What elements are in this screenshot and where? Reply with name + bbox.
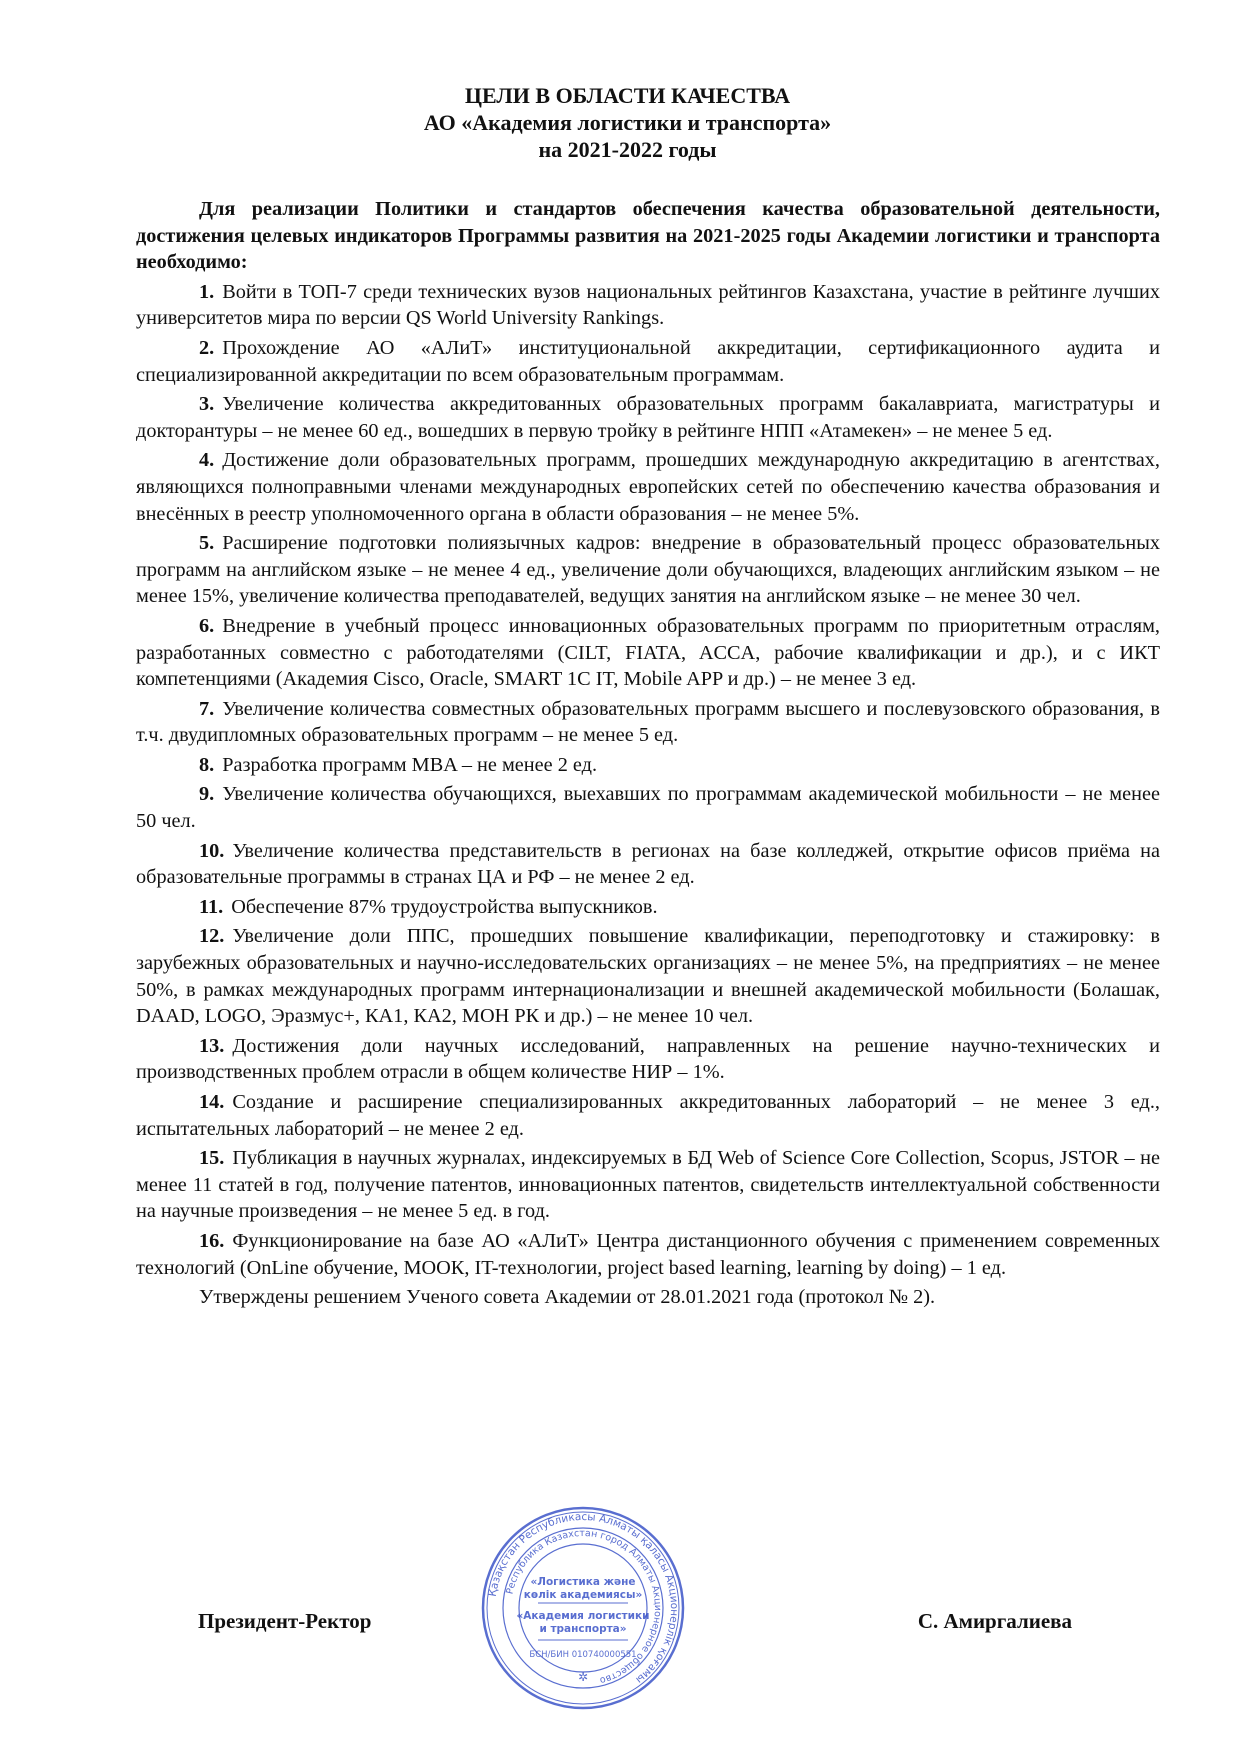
goal-text: Увеличение доли ППС, прошедших повышение квалификации, переподготовку и стажировку: в зарубежных образовательных и научно-исследовательских организациях – не менее 5%, на предприятиях – не менее 50%, в рамках международных программ интернационализации и внешней академической мобильности (Болашак, DAAD, LOGO, Эразмус+, КА1, КА2, МОН РК и др.) – не менее 10 чел. bbox=[136, 925, 1160, 1028]
goal-text: Увеличение количества представительств в регионах на базе колледжей, открытие офисов приёма на образовательные программы в странах ЦА и РФ – не менее 2 ед. bbox=[136, 839, 1160, 889]
goal-text: Увеличение количества совместных образовательных программ высшего и послевузовского образования, в т.ч. двудипломных образовательных программ – не менее 5 ед. bbox=[136, 697, 1160, 747]
goal-number: 10. bbox=[199, 839, 225, 862]
svg-text:Қазақстан Республикасы Алматы: Қазақстан Республикасы Алматы қаласы Акционерлік қоғамы bbox=[486, 1510, 681, 1686]
svg-text:БСН/БИН 010740000551: БСН/БИН 010740000551 bbox=[529, 1650, 637, 1660]
signatory-name: С. Амиргалиева bbox=[917, 1609, 1072, 1633]
goal-number: 1. bbox=[199, 280, 215, 303]
goal-text: Расширение подготовки полиязычных кадров: внедрение в образовательный процесс образовательных программ на английском языке – не менее 4 ед., увеличение доли обучающихся, владеющих английским языком – не менее 15%, увеличение количества преподавателей, ведущих занятия на английском языке – не менее 30 чел. bbox=[136, 532, 1160, 608]
goal-item bbox=[136, 752, 1160, 779]
svg-text:«Академия логистики: «Академия логистики bbox=[516, 1610, 650, 1622]
goal-number: 16. bbox=[199, 1229, 225, 1252]
goal-number: 13. bbox=[199, 1034, 225, 1057]
goal-text: Увеличение количества обучающихся, выехавших по программам академической мобильности – не менее 50 чел. bbox=[136, 783, 1160, 833]
approval-note: Утверждены решением Ученого совета Академии от 28.01.2021 года (протокол № 2). bbox=[199, 1286, 936, 1309]
goal-number: 3. bbox=[199, 393, 215, 416]
goal-number: 12. bbox=[199, 925, 225, 948]
official-stamp bbox=[480, 1505, 686, 1711]
goal-number: 14. bbox=[199, 1091, 225, 1113]
goal-text: Войти в ТОП-7 среди технических вузов национальных рейтингов Казахстана, участие в рейтинге лучших университетов мира по версии QS World University Rankings. bbox=[136, 280, 1160, 330]
goals-list bbox=[136, 279, 1160, 1281]
goal-item bbox=[136, 923, 1160, 1029]
goal-item bbox=[136, 391, 1160, 444]
goal-number: 6. bbox=[199, 614, 215, 637]
goal-item bbox=[136, 838, 1160, 891]
goal-item bbox=[136, 696, 1160, 749]
goal-item bbox=[136, 279, 1160, 332]
goal-text: Достижения доли научных исследований, направленных на решение научно-технических и производственных проблем отрасли в общем количестве НИР – 1%. bbox=[136, 1034, 1160, 1084]
document-body bbox=[136, 196, 1160, 1311]
header-period: на 2021-2022 годы bbox=[538, 137, 717, 162]
goal-text: Внедрение в учебный процесс инновационных образовательных программ по приоритетным отраслям, разработанных совместно с работодателями (CILT, FIATA, ACCA, рабочие квалификации и др.), и с ИКТ компетенциями (Академия Cisco, Oracle, SMART 1C IT, Mobile APP и др.) – не менее 3 ед. bbox=[136, 614, 1160, 691]
goal-number: 9. bbox=[199, 783, 215, 806]
svg-text:✲: ✲ bbox=[577, 1670, 589, 1684]
goal-number: 5. bbox=[199, 532, 215, 555]
goal-text: Прохождение АО «АЛиТ» институциональной аккредитации, сертификационного аудита и специализированной аккредитации по всем образовательным программам. bbox=[136, 336, 1160, 386]
svg-text:и транспорта»: и транспорта» bbox=[539, 1623, 627, 1635]
goal-text: Публикация в научных журналах, индексируемых в БД Web of Science Core Collection, Scopus, JSTOR – не менее 11 статей в год, получение патентов, инновационных патентов, свидетельств интеллектуальной собственности на научные произведения – не менее 5 ед. в год. bbox=[136, 1147, 1160, 1223]
goal-item bbox=[136, 781, 1160, 834]
goal-text: Обеспечение 87% трудоустройства выпускников. bbox=[231, 895, 658, 918]
svg-text:Республика Казахстан город Алм: Республика Казахстан город Алматы Акционерное общество bbox=[504, 1527, 664, 1686]
goal-number: 11. bbox=[199, 895, 224, 918]
goal-item bbox=[136, 530, 1160, 610]
intro-paragraph: Для реализации Политики и стандартов обеспечения качества образовательной деятельности, достижения целевых индикаторов Программы развития на 2021-2025 годы Академии логистики и транспорта необходимо: bbox=[136, 198, 1160, 274]
goal-text: Разработка программ MBA – не менее 2 ед. bbox=[222, 753, 598, 776]
goal-number: 4. bbox=[199, 449, 215, 472]
document-header bbox=[0, 82, 1255, 163]
stamp-seal-icon bbox=[480, 1505, 686, 1711]
goal-item bbox=[136, 1228, 1160, 1281]
goal-item bbox=[136, 1033, 1160, 1086]
goal-item bbox=[136, 894, 1160, 921]
goal-number: 2. bbox=[199, 336, 215, 359]
goal-item bbox=[136, 447, 1160, 527]
goal-text: Увеличение количества аккредитованных образовательных программ бакалавриата, магистратуры и докторантуры – не менее 60 ед., вошедших в первую тройку в рейтинге НПП «Атамекен» – не менее 5 ед. bbox=[136, 393, 1160, 442]
signatory-title: Президент-Ректор bbox=[198, 1609, 372, 1633]
svg-text:«Логистика және: «Логистика және bbox=[530, 1576, 636, 1588]
goal-item bbox=[136, 1145, 1160, 1225]
goal-number: 7. bbox=[199, 697, 215, 720]
header-organization: АО «Академия логистики и транспорта» bbox=[423, 110, 832, 135]
goal-text: Создание и расширение специализированных аккредитованных лабораторий – не менее 3 ед., испытательных лабораторий – не менее 2 ед. bbox=[136, 1091, 1160, 1140]
goal-number: 8. bbox=[199, 753, 215, 776]
goal-item bbox=[136, 1089, 1160, 1142]
goal-item bbox=[136, 613, 1160, 693]
svg-text:көлік академиясы»: көлік академиясы» bbox=[523, 1589, 643, 1601]
header-title: ЦЕЛИ В ОБЛАСТИ КАЧЕСТВА bbox=[464, 83, 791, 108]
goal-item bbox=[136, 335, 1160, 388]
goal-number: 15. bbox=[199, 1147, 225, 1170]
goal-text: Достижение доли образовательных программ, прошедших международную аккредитацию в агентствах, являющихся полноправными членами международных европейских сетей по обеспечению качества образования и внесённых в реестр уполномоченного органа в области образования – не менее 5%. bbox=[136, 449, 1160, 525]
goal-text: Функционирование на базе АО «АЛиТ» Центра дистанционного обучения с применением современных технологий (OnLine обучение, МООК, IT-технологии, project based learning, learning by doing) – 1 ед. bbox=[136, 1229, 1160, 1279]
